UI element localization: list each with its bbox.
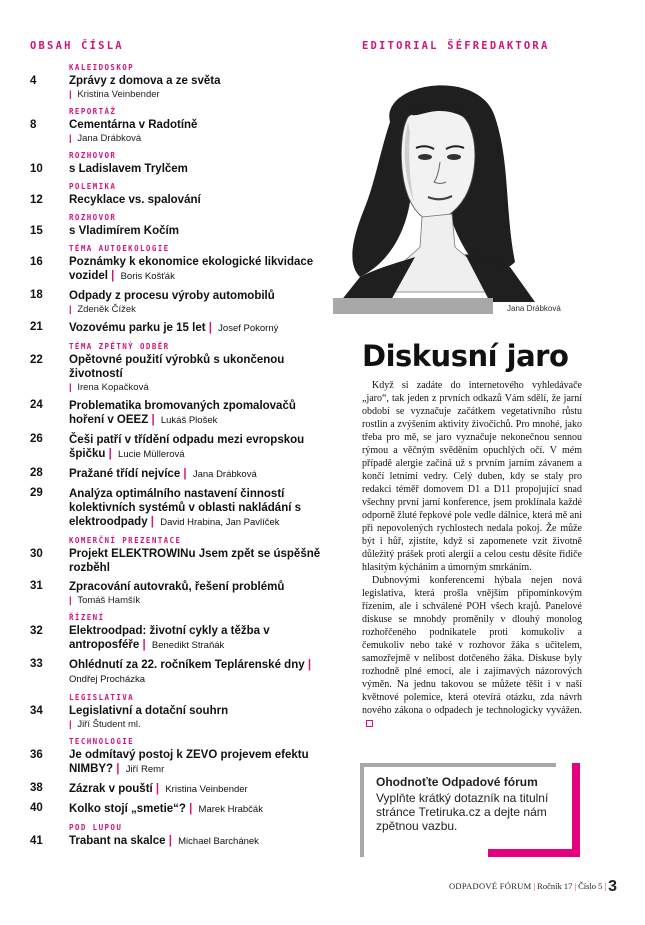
toc-author: Marek Hrabčák — [198, 804, 263, 815]
toc-category: ROZHOVOR — [69, 213, 117, 222]
toc-author: Ondřej Procházka — [69, 674, 146, 685]
toc-title: Vozovému parku je 15 let | Josef Pokorný — [69, 322, 279, 334]
toc-entry — [30, 243, 330, 284]
caption-bar — [333, 298, 493, 314]
toc-category: ŘÍZENÍ — [69, 613, 105, 622]
author-separator: | — [304, 659, 312, 671]
toc-page-number: 12 — [30, 194, 43, 206]
author-separator: | — [205, 322, 216, 334]
toc-title: Pražané třídí nejvíce | Jana Drábková — [69, 468, 257, 480]
toc-author: Michael Barchánek — [178, 836, 259, 847]
end-mark-icon — [366, 720, 373, 727]
toc-category: KALEIDOSKOP — [69, 63, 135, 72]
author-separator: | — [180, 468, 190, 480]
toc-title: Trabant na skalce | Michael Barchánek — [69, 835, 259, 847]
toc-author: Boris Košťák — [120, 271, 175, 282]
toc-category: KOMERČNÍ PREZENTACE — [69, 536, 182, 545]
toc-author: Kristina Veinbender — [165, 784, 248, 795]
toc-page-number: 8 — [30, 119, 37, 131]
toc-page-number: 15 — [30, 225, 43, 237]
page-number: 3 — [608, 878, 617, 895]
author-separator: | — [113, 763, 123, 775]
toc-page-number: 36 — [30, 749, 43, 761]
author-separator: | — [69, 595, 75, 606]
author-separator: | — [152, 783, 163, 795]
promo-accent-bottom — [488, 849, 580, 857]
author-separator: | — [148, 414, 158, 426]
toc-page-number: 18 — [30, 289, 43, 301]
editorial-title: Diskusní jaro — [362, 339, 569, 373]
toc-author: Tomáš Hamšík — [77, 595, 141, 606]
author-separator: | — [69, 133, 75, 144]
author-separator: | — [69, 382, 75, 393]
toc-title: Poznámky k ekonomice ekologické likvidace vozidel | Boris Košťák — [69, 256, 314, 282]
toc-author: Jiří Študent ml. — [77, 719, 141, 730]
toc-author: Benedikt Straňák — [151, 640, 225, 651]
toc-title: Zázrak v pouští | Kristina Veinbender — [69, 783, 248, 795]
toc-entry — [30, 321, 330, 336]
toc-title: Elektroodpad: životní cykly a těžba v antroposféře | Benedikt Straňák — [69, 625, 270, 651]
toc-title: Ohlédnutí za 22. ročníkem Teplárenské dny | Ondřej Procházka — [69, 658, 330, 687]
toc-entry — [30, 580, 330, 607]
toc-title: Legislativní a dotační souhrn — [69, 705, 229, 717]
promo-accent-right — [572, 763, 580, 857]
toc-page-number: 34 — [30, 705, 43, 717]
toc-category: TÉMA AUTOEKOLOGIE — [69, 244, 170, 253]
toc-title: Projekt ELEKTROWINu Jsem zpět se úspěšně rozběhl — [69, 548, 321, 574]
toc-title: Zprávy z domova a ze světa — [69, 75, 221, 87]
toc-author: Jana Drábková — [77, 133, 142, 144]
toc-page-number: 26 — [30, 433, 43, 445]
toc-title: Recyklace vs. spalování — [69, 194, 201, 206]
toc-entry — [30, 212, 330, 238]
toc-entry — [30, 289, 330, 316]
toc-page-number: 21 — [30, 321, 43, 333]
toc-author: Irena Kopačková — [77, 382, 149, 393]
toc-author: Lukáš Plošek — [160, 415, 218, 426]
toc-entry — [30, 535, 330, 575]
author-separator: | — [185, 803, 196, 815]
toc-page-number: 16 — [30, 256, 43, 268]
author-separator: | — [105, 448, 116, 460]
editorial-paragraph: Když si zadáte do internetového vyhledávače „jaro“, tak jeden z prvních odkazů Vám sdělí, že jarní období se vyznačuje začátkem vegetativního růstu rostlin a zvýšením aktivity živočichů. Pro mnohé, jako třeba pro mě, se jaro vyznačuje nekonečnou sennou rýmou a věčným svěděním opuchlých očí. V mém případě alergie začíná už s prvním jarním závanem a končí letními vedry. Celý duben, kdy se staly pro redakci téměř domovem D1 a D11 propojující snad všechny první jarní konference, jsem proklínala každé odporně žluté řepkové pole vedle dálnice, která mě ani při nepovolených rychlostech nedala pokoj. Že může být i hůř, zjistíte, když si zapomenete vzít životně důležitý prášek proti alergii a celou cestu děsíte řidiče hlasitým kýcháním a úmorným smrkáním. — [362, 380, 582, 573]
toc-title: Kolko stojí „smetie“? | Marek Hrabčák — [69, 803, 263, 815]
toc-entry — [30, 612, 330, 653]
toc-entry — [30, 487, 330, 530]
toc-title: Problematika bromovaných zpomalovačů hoření v OEEZ | Lukáš Plošek — [69, 400, 296, 426]
footer-volume: Ročník 17 — [537, 881, 573, 891]
author-separator: | — [165, 835, 176, 847]
toc-title: Zpracování autovraků, řešení problémů — [69, 581, 285, 593]
promo-text: Vyplňte krátký dotazník na titulní stránce Tretiruka.cz a dejte nám zpětnou vazbu. — [376, 791, 549, 833]
toc-entry — [30, 341, 330, 394]
author-separator: | — [69, 719, 75, 730]
toc-entry — [30, 658, 330, 687]
toc-page-number: 32 — [30, 625, 43, 637]
toc-entry — [30, 433, 330, 462]
author-separator: | — [69, 89, 75, 100]
footer-magazine: ODPADOVÉ FÓRUM — [448, 881, 532, 891]
toc-page-number: 33 — [30, 658, 43, 670]
toc-page-number: 29 — [30, 487, 43, 499]
editorial-header: EDITORIAL ŠÉFREDAKTORA — [362, 40, 550, 52]
toc-author: Kristina Veinbender — [77, 89, 160, 100]
page-footer: ODPADOVÉ FÓRUM | Ročník 17 | Číslo 5 | 3 — [448, 878, 617, 895]
toc-author: Josef Pokorný — [218, 323, 279, 334]
author-separator: | — [107, 270, 118, 282]
toc-page-number: 4 — [30, 75, 37, 87]
toc-title: Cementárna v Radotíně — [69, 119, 198, 131]
toc-title: s Vladimírem Kočím — [69, 225, 179, 237]
editor-portrait-illustration — [330, 62, 540, 302]
toc-page-number: 38 — [30, 782, 43, 794]
footer-issue: Číslo 5 — [578, 881, 603, 891]
toc-category: LEGISLATIVA — [69, 693, 135, 702]
toc-title: Odpady z procesu výroby automobilů — [69, 290, 275, 302]
toc-page-number: 10 — [30, 163, 43, 175]
toc-entry — [30, 181, 330, 207]
toc-title: Je odmítavý postoj k ZEVO projevem efektu NIMBY? | Jiří Remr — [69, 749, 309, 775]
author-separator: | — [69, 304, 75, 315]
editorial-body — [362, 379, 582, 730]
toc-page-number: 28 — [30, 467, 43, 479]
toc-entry — [30, 150, 330, 176]
toc-entry — [30, 62, 330, 101]
table-of-contents — [30, 62, 330, 854]
author-separator: | — [147, 516, 158, 528]
survey-promo-box — [360, 763, 582, 857]
author-separator: | — [139, 639, 149, 651]
toc-title: Analýza optimálního nastavení činností kolektivních systémů v oblasti nakládání s elektroodpady | David Hrabina, Jan Pavlíček — [69, 488, 302, 528]
promo-frame-left — [360, 763, 364, 857]
portrait-caption: Jana Drábková — [507, 304, 561, 313]
toc-entry — [30, 736, 330, 777]
toc-entry — [30, 692, 330, 731]
toc-title: Češi patří v třídění odpadu mezi evropskou špičku | Lucie Müllerová — [69, 434, 305, 460]
toc-author: Lucie Müllerová — [118, 449, 185, 460]
toc-author: David Hrabina, Jan Pavlíček — [160, 517, 280, 528]
toc-entry — [30, 782, 330, 797]
toc-title: s Ladislavem Trylčem — [69, 163, 188, 175]
toc-entry — [30, 399, 330, 428]
toc-page-number: 31 — [30, 580, 43, 592]
toc-entry — [30, 822, 330, 849]
toc-entry — [30, 802, 330, 817]
toc-category: TECHNOLOGIE — [69, 737, 135, 746]
toc-page-number: 40 — [30, 802, 43, 814]
toc-category: REPORTÁŽ — [69, 107, 117, 116]
toc-page-number: 22 — [30, 354, 43, 366]
toc-author: Zdeněk Čížek — [77, 304, 136, 315]
promo-frame-top — [360, 763, 556, 767]
toc-author: Jiří Remr — [125, 764, 165, 775]
toc-page-number: 41 — [30, 835, 43, 847]
toc-category: TÉMA ZPĚTNÝ ODBĚR — [69, 342, 170, 351]
toc-header: OBSAH ČÍSLA — [30, 40, 124, 52]
toc-category: POD LUPOU — [69, 823, 123, 832]
toc-page-number: 24 — [30, 399, 43, 411]
toc-category: ROZHOVOR — [69, 151, 117, 160]
toc-page-number: 30 — [30, 548, 43, 560]
toc-author: Jana Drábková — [192, 469, 257, 480]
toc-category: POLEMIKA — [69, 182, 117, 191]
promo-title: Ohodnoťte Odpadové fórum — [376, 775, 538, 789]
toc-entry — [30, 106, 330, 145]
toc-entry — [30, 467, 330, 482]
toc-title: Opětovné použití výrobků s ukončenou životností — [69, 354, 285, 380]
editorial-paragraph: Dubnovými konferencemi hýbala nejen nová legislativa, která prošla vnějším připomínkovým řízením, ale i schválené POH všech krajů. Panelové diskuse se mnohdy proměnily v dlouhý monolog rozhořčeného podnikatele proti komukoliv a čemukoliv nebo také v rozhovor žáka s učitelem, samozřejmě v nelibost dotčeného žáka. Diskuse byly rozhodně plné emocí, ale i zajímavých názorových výměn. Na jednu takovou se můžete těšit i v naší květnové polemice, která otevírá otázku, zda návrh nového zákona o odpadech je technologicky vyvážen. — [362, 574, 582, 730]
